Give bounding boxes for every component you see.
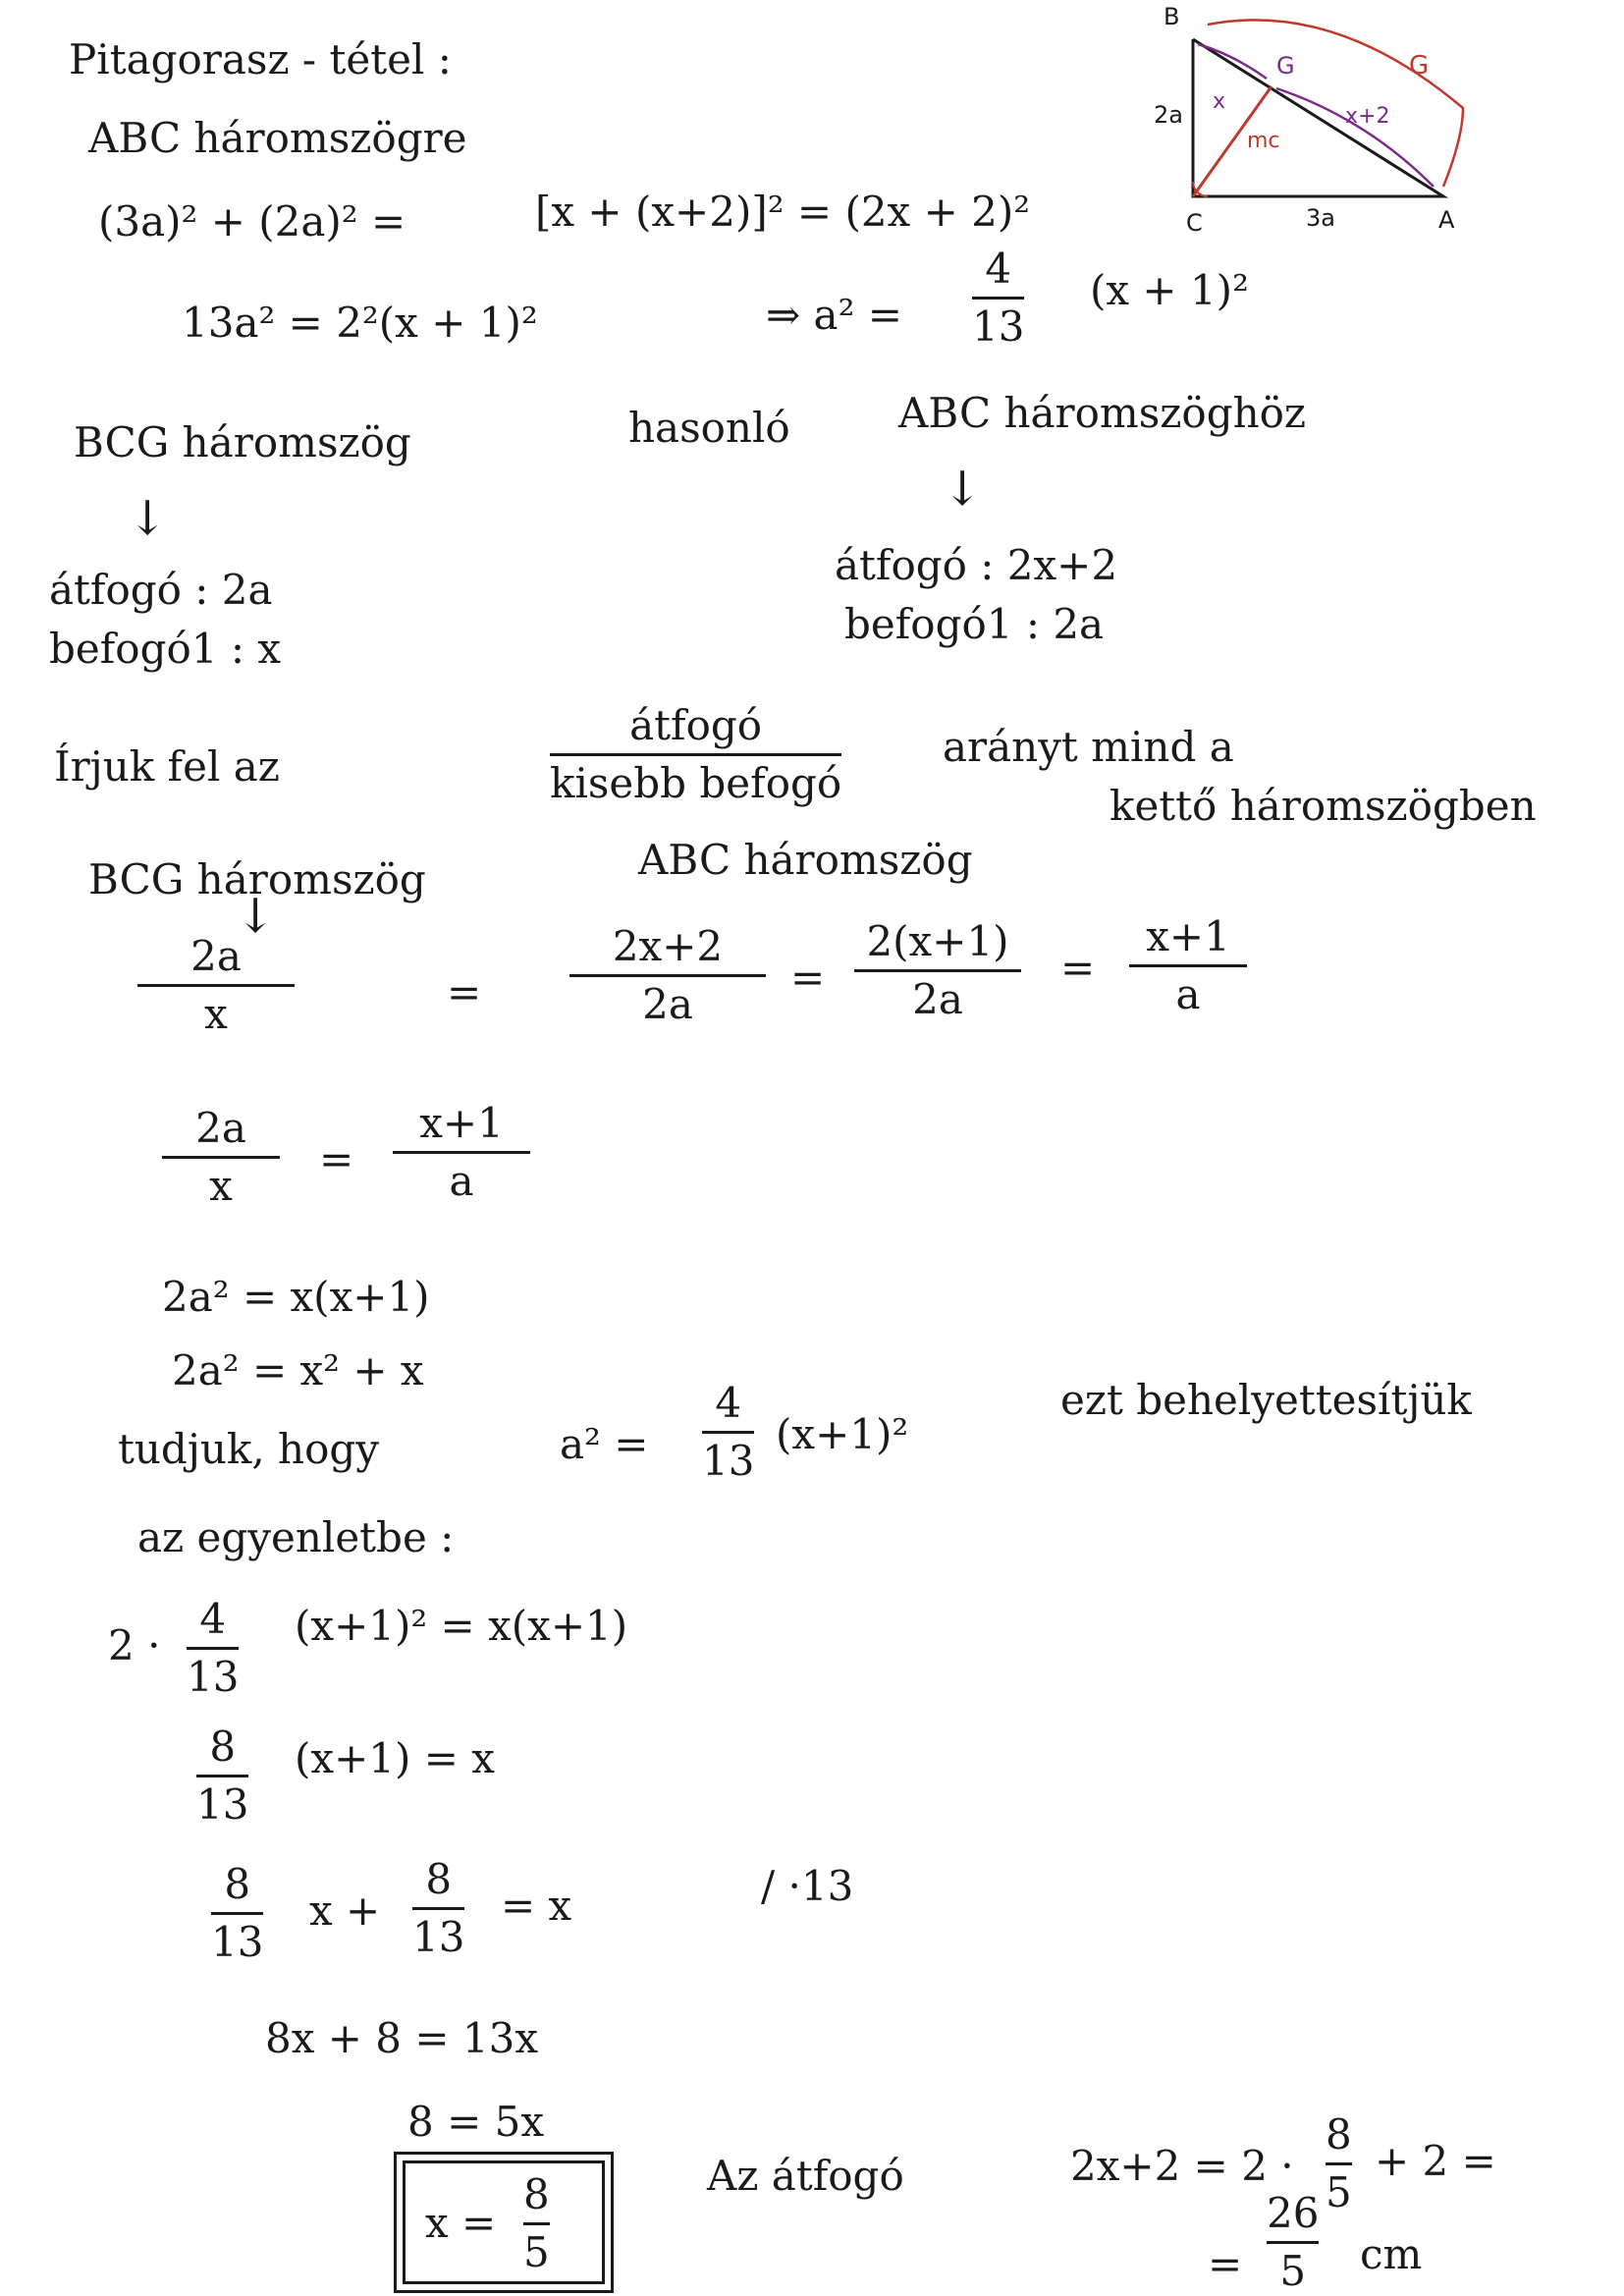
pyth-fraction <box>972 246 1024 352</box>
heading-subtitle: ABC háromszögre <box>88 114 467 162</box>
label-a: A <box>1438 206 1455 234</box>
know-fraction <box>702 1380 754 1486</box>
abc-hyp: átfogó : 2x+2 <box>835 541 1118 589</box>
arrow-down-icon: ↓ <box>236 889 276 944</box>
frac-den: 2a <box>642 980 693 1029</box>
sub1-tail: (x+1)² = x(x+1) <box>295 1602 628 1650</box>
eq1-equals3: = <box>1060 944 1096 992</box>
seg-g-brace <box>1208 20 1463 187</box>
triangle-outline <box>1193 39 1443 196</box>
final-pre: Az átfogó <box>707 2152 904 2200</box>
frac-num: 2(x+1) <box>866 917 1009 965</box>
frac-num: 4 <box>985 245 1012 293</box>
final-fraction2 <box>1267 2190 1319 2296</box>
eq1-frac3 <box>854 918 1021 1024</box>
eq1-equals: = <box>447 968 482 1016</box>
frac-num: x+1 <box>419 1099 504 1147</box>
sub3-fraction2 <box>412 1856 464 1962</box>
eq2-frac1 <box>162 1105 280 1211</box>
triangle-diagram <box>1139 0 1532 236</box>
similar-right: ABC háromszöghöz <box>898 389 1307 437</box>
arrow-down-icon: ↓ <box>128 491 168 546</box>
pyth-line2-lhs: 13a² = 2²(x + 1)² <box>182 299 538 347</box>
frac-den: 13 <box>211 1918 264 1967</box>
eq3-line2: 2a² = x² + x <box>172 1346 424 1394</box>
pyth-line2-tail: (x + 1)² <box>1090 266 1249 314</box>
similar-mid: hasonló <box>628 404 790 452</box>
eq1-frac1 <box>137 933 295 1039</box>
frac-den: 13 <box>196 1780 249 1830</box>
frac-den: a <box>1175 970 1201 1019</box>
final-eq: = <box>1208 2240 1243 2288</box>
similar-left: BCG háromszög <box>74 418 411 466</box>
final-expr: 2x+2 = 2 · <box>1070 2142 1294 2190</box>
frac-num: 2a <box>195 1104 246 1152</box>
label-g: G <box>1276 52 1295 80</box>
frac-num: 2a <box>190 932 242 980</box>
label-x2: x+2 <box>1345 104 1390 129</box>
final-fraction <box>1326 2111 1352 2217</box>
label-3a: 3a <box>1306 204 1335 232</box>
frac-num: 8 <box>523 2170 550 2218</box>
label-mc: mc <box>1247 129 1280 153</box>
sub4: 8x + 8 = 13x <box>265 2014 539 2062</box>
frac-den: 5 <box>523 2228 550 2277</box>
frac-num: 4 <box>715 1379 742 1427</box>
result-lhs: x = <box>425 2199 497 2247</box>
sub2-tail: (x+1) = x <box>295 1734 495 1782</box>
frac-den: 5 <box>1279 2247 1307 2296</box>
pyth-mid: [x + (x+2)]² = (2x + 2)² <box>535 188 1031 236</box>
frac-num: átfogó <box>629 701 763 749</box>
frac-den: kisebb befogó <box>550 759 842 808</box>
know-pre: tudjuk, hogy <box>118 1425 379 1473</box>
final-unit: cm <box>1360 2230 1423 2278</box>
ratio-fraction <box>550 702 841 808</box>
label-g2: G <box>1409 51 1430 81</box>
frac-den: x <box>209 1162 233 1211</box>
frac-den: 5 <box>1326 2168 1352 2217</box>
pyth-lhs: (3a)² + (2a)² = <box>98 197 406 246</box>
frac-num: 2x+2 <box>612 922 724 970</box>
sub3-x: x + <box>309 1886 381 1935</box>
abc-leg: befogó1 : 2a <box>844 600 1105 648</box>
arrow-down-icon: ↓ <box>943 462 983 517</box>
sub3-mult: / ·13 <box>761 1862 854 1910</box>
heading-title: Pitagorasz - tétel : <box>69 35 452 83</box>
pyth-line2-arrow: ⇒ a² = <box>766 291 902 339</box>
frac-den: a <box>449 1157 474 1206</box>
label-x: x <box>1213 89 1226 114</box>
label-abc: ABC háromszög <box>638 836 973 884</box>
seg-x2-brace <box>1276 88 1434 187</box>
eq2-frac2 <box>393 1100 530 1206</box>
eq1-frac2 <box>569 923 766 1029</box>
know-tail: (x+1)² <box>776 1410 909 1458</box>
label-b: B <box>1164 3 1180 30</box>
label-c: C <box>1186 209 1203 236</box>
eq1-frac4 <box>1129 913 1247 1019</box>
eq2-equals: = <box>319 1135 354 1183</box>
label-bcg: BCG háromszög <box>88 855 426 903</box>
frac-num: x+1 <box>1146 912 1230 960</box>
know-line2: az egyenletbe : <box>137 1513 455 1561</box>
label-2a: 2a <box>1154 101 1183 129</box>
sub5: 8 = 5x <box>407 2098 545 2146</box>
frac-den: 13 <box>187 1653 240 1702</box>
frac-num: 8 <box>209 1722 237 1771</box>
result-box <box>403 2160 605 2284</box>
know-post: ezt behelyettesítjük <box>1060 1376 1472 1424</box>
eq3-line1: 2a² = x(x+1) <box>162 1273 430 1321</box>
frac-den: 13 <box>702 1437 755 1486</box>
frac-den: 13 <box>412 1913 465 1962</box>
eq1-equals2: = <box>790 954 826 1002</box>
frac-den: 13 <box>972 302 1025 352</box>
frac-num: 8 <box>425 1855 453 1903</box>
sub1-fraction <box>187 1596 239 1702</box>
ratio-pre: Írjuk fel az <box>54 742 280 791</box>
frac-num: 26 <box>1267 2189 1320 2237</box>
sub3-tail: = x <box>501 1882 572 1930</box>
final-tail: + 2 = <box>1375 2137 1496 2185</box>
bcg-hyp: átfogó : 2a <box>49 566 273 614</box>
sub2-fraction <box>196 1723 248 1830</box>
frac-den: 2a <box>912 975 963 1024</box>
frac-den: x <box>204 990 228 1039</box>
result-fraction <box>523 2171 550 2277</box>
sub1-pre: 2 · <box>108 1621 161 1669</box>
frac-num: 4 <box>199 1595 227 1643</box>
ratio-post2: kettő háromszögben <box>1110 782 1537 830</box>
sub3-fraction1 <box>211 1861 263 1967</box>
ratio-post1: arányt mind a <box>943 723 1234 771</box>
frac-num: 8 <box>224 1860 251 1908</box>
bcg-leg: befogó1 : x <box>49 625 282 673</box>
know-a2: a² = <box>560 1420 649 1468</box>
frac-num: 8 <box>1326 2110 1352 2159</box>
